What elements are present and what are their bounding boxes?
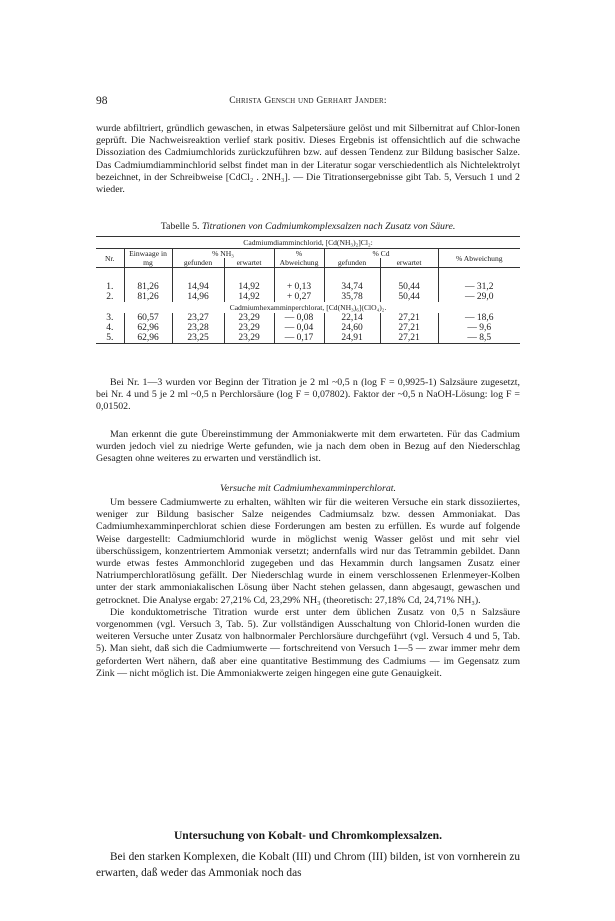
table-caption xyxy=(96,221,520,232)
header-einwaage: Einwaage in mg xyxy=(124,249,172,268)
para-titration: Die konduktometrische Titration wurde erst unter dem üblichen Zusatz von 0,5 n Salzsäure vorgenommen (vgl. Versuch 3, Tab. 5). Zur vollständigen Ausschaltung von Chlorid-Ionen wurden die weiteren Versuche unter Zusatz von halbnormaler Perchlorsäure durchgeführt (vgl. Versuch 4 und 5, Tab. 5). Man sieht, daß sich die Cadmiumwerte — fortschreitend von Versuch 1—5 — zwar immer mehr dem geforderten Wert nähern, daß aber eine quantitative Bestimmung des Cadmiums — im Gegensatz zum Zink — nicht möglich ist. Die Ammoniakwerte zeigen hingegen eine gute Genauigkeit. xyxy=(96,606,520,679)
agreement-block xyxy=(96,429,520,466)
header-nh3-expected: erwartet xyxy=(224,258,274,268)
header-cd-found: gefunden xyxy=(324,258,380,268)
header-cd-group: % Cd xyxy=(324,249,438,259)
header-nr: Nr. xyxy=(105,253,115,263)
table-row: 5. 62,96 23,25 23,29 — 0,17 24,91 27,21 — 8,5 xyxy=(96,333,520,344)
header-cd-expected: erwartet xyxy=(380,258,438,268)
hexammin-block xyxy=(96,497,520,680)
table-row: 4. 62,96 23,28 23,29 — 0,04 24,60 27,21 — 9,6 xyxy=(96,323,520,333)
header-cd-dev: % Abweichung xyxy=(438,249,520,268)
running-head: Christa Gensch und Gerhart Jander: xyxy=(229,95,387,106)
table-caption-prefix: Tabelle 5. xyxy=(160,221,200,232)
header-nh3-dev: % Abweichung xyxy=(274,249,324,268)
section-heading: Untersuchung von Kobalt- und Chromkomplexsalzen. xyxy=(173,829,443,842)
intro-paragraph: wurde abfiltriert, gründlich gewaschen, in etwas Salpetersäure gelöst und mit Silbernitrat auf Chlor-Ionen geprüft. Die Nachweisreaktion verlief stark positiv. Dieses Ergebnis ist offensichtlich auf die schwache Dissoziation des Cadmiumchlorids zurückzuführen bzw. auf dessen Tendenz zur Bildung basischer Salze. Das Cadmiumdiamminchlorid selbst findet man in der Literatur sogar verschiedentlich als Nichtelektrolyt bezeichnet, in der Schreibweise [CdCl₂ . 2NH₃]. — Die Titrationsergebnisse gibt Tab. 5, Versuch 1 und 2 wieder. xyxy=(96,123,520,196)
intro-paragraph-block xyxy=(96,123,520,196)
subheading: Versuche mit Cadmiumhexamminperchlorat. xyxy=(220,483,396,494)
page-number: 98 xyxy=(96,95,108,107)
para-final: Bei den starken Komplexen, die Kobalt (III) und Chrom (III) bilden, ist von vornherein zu erwarten, daß weder das Ammoniak noch das xyxy=(96,851,520,879)
group1-title: Cadmiumdiamminchlorid, [Cd(NH₃)₂]Cl₂: xyxy=(243,238,373,247)
para-hexammin: Um bessere Cadmiumwerte zu erhalten, wählten wir für die weiteren Versuche ein stark dissoziiertes, weniger zur Bildung basischer Salze neigendes Cadmiumsalz bzw. dessen Ammoniakat. Das Cadmiumhexamminperchlorat schien diese Forderungen am besten zu erfüllen. Es wurde auf folgende Weise dargestellt: Cadmiumchlorid wurde in möglichst wenig Wasser gelöst und mit sehr viel überschüssigem, konzentriertem Ammoniak versetzt; andernfalls wird nur das Tetrammin gebildet. Dann wurde etwas festes Ammonchlorid zugegeben und das Hexammin durch langsamen Zusatz einer Natriumperchloratlösung gefällt. Der Niederschlag wurde in einem verschlossenen Erlenmeyer-Kolben unter der stark ammoniakalischen Lösung über Nacht stehen gelassen, dann abgesaugt, gewaschen und getrocknet. Die Analyse ergab: 27,21% Cd, 23,29% NH₃ (theoretisch: 27,18% Cd, 24,71% NH₃). xyxy=(96,497,520,606)
table-caption-title: Titrationen von Cadmiumkomplexsalzen nach Zusatz von Säure. xyxy=(201,221,456,232)
table-note: Bei Nr. 1—3 wurden vor Beginn der Titration je 2 ml ~0,5 n (log F = 0,9925-1) Salzsäure zugesetzt, bei Nr. 4 und 5 je 2 ml ~0,5 n Perchlorsäure (log F = 0,07802). Faktor der ~0,5 n NaOH-Lösung: log F = 0,01502. xyxy=(96,377,520,413)
page-header xyxy=(96,95,520,109)
final-block xyxy=(96,850,520,881)
table-row: 1. 81,26 14,94 14,92 + 0,13 34,74 50,44 — 31,2 xyxy=(96,282,520,292)
table-row: 3. 60,57 23,27 23,29 — 0,08 22,14 27,21 — 18,6 xyxy=(96,313,520,323)
table-note-block xyxy=(96,377,520,414)
group2-title: Cadmiumhexamminperchlorat, [Cd(NH₃)₆](ClO₄)₂. xyxy=(229,302,387,312)
para-agreement: Man erkennt die gute Übereinstimmung der Ammoniakwerte mit dem erwarteten. Für das Cadmium wurden jedoch viel zu niedrige Werte gefunden, wie ja nach dem oben in Bezug auf den Niederschlag Gesagten ohne weiteres zu erwarten und verständlich ist. xyxy=(96,429,520,465)
header-nh3-found: gefunden xyxy=(172,258,224,268)
header-nh3-group: % NH₃ xyxy=(172,249,274,259)
titration-table xyxy=(96,236,520,344)
table-row: 2. 81,26 14,96 14,92 + 0,27 35,78 50,44 — 29,0 xyxy=(96,292,520,302)
